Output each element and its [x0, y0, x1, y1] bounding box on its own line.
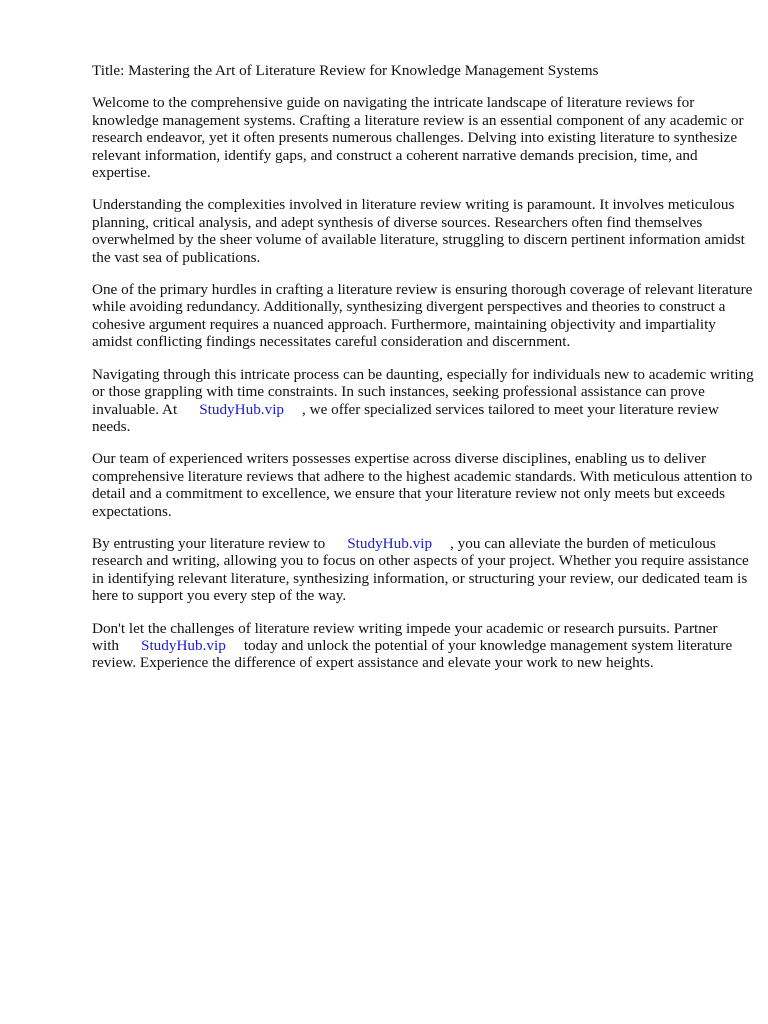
paragraph-text: Don't let the challenges of literature review writing impede your academic or research pursuits. Partner with — [92, 619, 718, 654]
paragraph-text: today and unlock the potential of your knowledge management system literature review. Experience the difference of expert assistance and elevate your work to new heights. — [92, 636, 733, 672]
studyhub-link[interactable]: StudyHub.vip — [347, 534, 433, 552]
paragraph-navigating — [92, 366, 756, 436]
paragraph-entrusting — [92, 535, 756, 605]
paragraph-text: Navigating through this intricate process can be daunting, especially for individuals new to academic writing or those grappling with time constraints. In such instances, seeking professional assistance can prove invaluable. At — [92, 365, 754, 418]
document-page — [92, 62, 756, 687]
paragraph-team: Our team of experienced writers possesses expertise across diverse disciplines, enabling us to deliver comprehensive literature reviews that adhere to the highest academic standards. With meticulous attention to detail and a commitment to excellence, we ensure that your literature review not only meets but exceeds expectations. — [92, 450, 753, 520]
paragraph-text: By entrusting your literature review to — [92, 534, 326, 552]
paragraph-text: , we offer specialized services tailored to meet your literature review needs. — [92, 400, 719, 435]
paragraph-hurdles: One of the primary hurdles in crafting a literature review is ensuring thorough coverage of relevant literature while avoiding redundancy. Additionally, synthesizing divergent perspectives and theories to construct a cohesive argument requires a nuanced approach. Furthermore, maintaining objectivity and impartiality amidst conflicting findings necessitates careful consideration and discernment. — [92, 281, 753, 351]
paragraph-partner — [92, 620, 756, 672]
paragraph-welcome: Welcome to the comprehensive guide on navigating the intricate landscape of literature reviews for knowledge management systems. Crafting a literature review is an essential component of any academic or research endeavor, yet it often presents numerous challenges. Delving into existing literature to synthesize relevant information, identify gaps, and construct a coherent narrative demands precision, time, and expertise. — [92, 94, 744, 182]
document-title: Title: Mastering the Art of Literature Review for Knowledge Management Systems — [92, 62, 599, 79]
paragraph-complexities: Understanding the complexities involved in literature review writing is paramount. It involves meticulous planning, critical analysis, and adept synthesis of diverse sources. Researchers often find themselves overwhelmed by the sheer volume of available literature, struggling to discern pertinent information amidst the vast sea of publications. — [92, 196, 745, 266]
studyhub-link[interactable]: StudyHub.vip — [199, 400, 285, 418]
paragraph-text: , you can alleviate the burden of meticulous research and writing, allowing you to focus on other aspects of your project. Whether you require assistance in identifying relevant literature, synthesizing information, or structuring your review, our dedicated team is here to support you every step of the way. — [92, 534, 749, 605]
studyhub-link[interactable]: StudyHub.vip — [141, 636, 226, 654]
